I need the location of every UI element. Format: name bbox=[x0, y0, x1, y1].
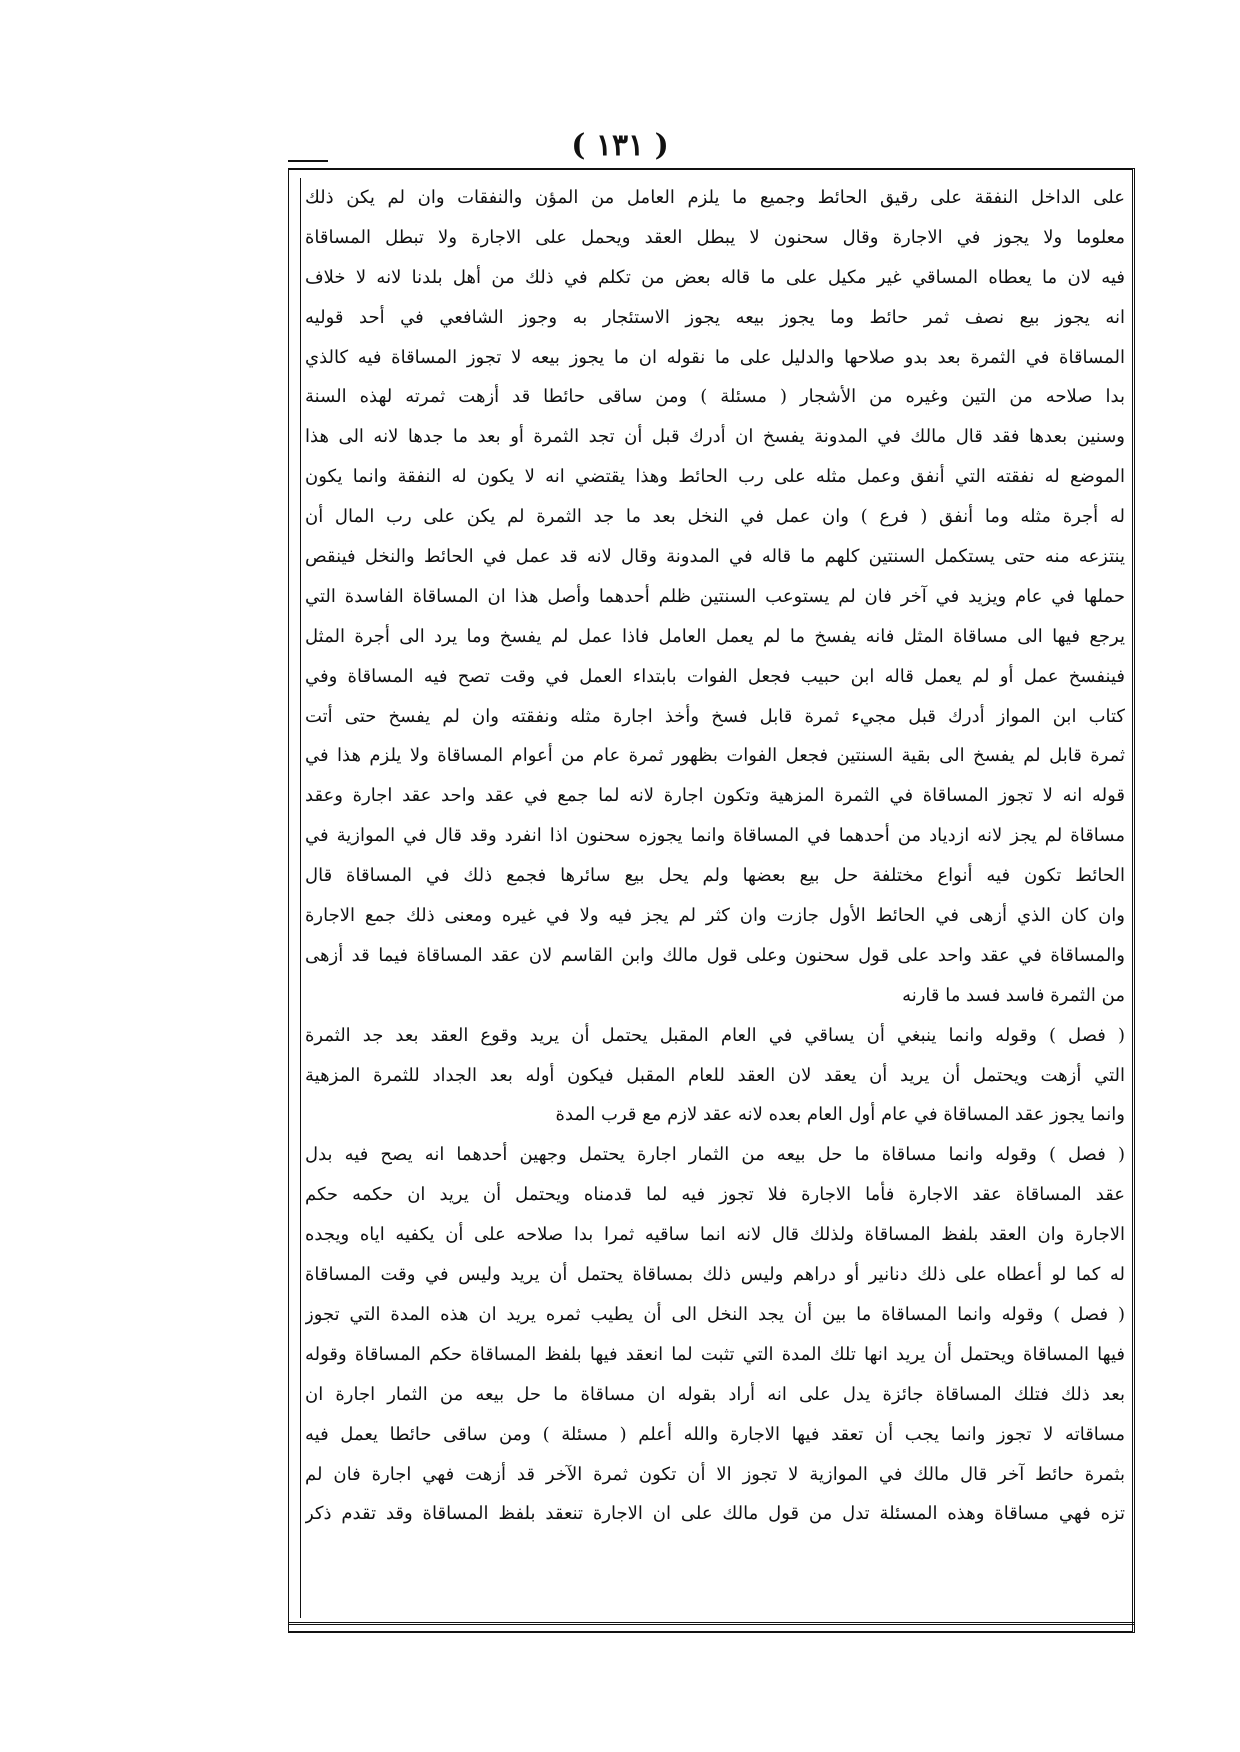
body-text bbox=[305, 178, 1125, 1534]
text-line: ( فصل ) وقوله وانما مساقاة ما حل بيعه من الثمار اجارة يحتمل وجهين أحدهما انه يصح فيه بدل bbox=[305, 1144, 1125, 1166]
text-line: له كما لو أعطاه على ذلك دنانير أو دراهم وليس ذلك بمساقاة يحتمل أن يريد وليس في وقت المساقاة bbox=[305, 1264, 1125, 1286]
text-line: فينفسخ عمل أو لم يعمل قاله ابن حبيب فجعل الفوات بابتداء العمل في وقت تصح فيه المساقاة وفي bbox=[305, 665, 1125, 687]
bottom-rule bbox=[288, 1622, 1135, 1625]
text-line: قوله انه لا تجوز المساقاة في الثمرة المزهية وتكون اجارة لانه لما جمع في عقد واحد عقد اجارة وعقد bbox=[305, 785, 1125, 807]
text-line: بدا صلاحه من التين وغيره من الأشجار ( مسئلة ) ومن ساقى حائطا قد أزهت ثمرته لهذه السنة bbox=[305, 386, 1125, 408]
text-line: ( فصل ) وقوله وانما المساقاة ما بين أن يجد النخل الى أن يطيب ثمره يريد ان هذه المدة التي تجوز bbox=[305, 1303, 1125, 1325]
text-line: ( فصل ) وقوله وانما ينبغي أن يساقي في العام المقبل يحتمل أن يريد وقوع العقد بعد جد الثمرة bbox=[305, 1024, 1125, 1046]
text-line: فيها المساقاة ويحتمل أن يريد انها تلك المدة التي تثبت لما انعقد فيها بلفظ المساقاة حكم المساقاة وقوله bbox=[305, 1343, 1125, 1365]
page-number: ( ١٣١ ) bbox=[571, 128, 669, 163]
text-line: وانما يجوز عقد المساقاة في عام أول العام بعده لانه عقد لازم مع قرب المدة bbox=[555, 1104, 1125, 1126]
text-line: كتاب ابن المواز أدرك قبل مجيء ثمرة قابل فسخ وأخذ اجارة مثله ونفقته وان لم يفسخ حتى أتت bbox=[305, 705, 1125, 727]
frame-inner-rule bbox=[300, 178, 301, 1618]
text-line: الموضع له نفقته التي أنفق وعمل مثله على رب الحائط وهذا يقتضي انه لا يكون له النفقة وانما يكون bbox=[305, 466, 1125, 488]
text-line: مساقاة لم يجز لانه ازدياد من أحدهما في المساقاة وانما يجوزه سحنون اذا انفرد وقد قال في الموازية في bbox=[305, 825, 1125, 847]
text-line: على الداخل النفقة على رقيق الحائط وجميع ما يلزم العامل من المؤن والنفقات وان لم يكن ذلك bbox=[305, 187, 1125, 208]
text-line: بعد ذلك فتلك المساقاة جائزة يدل على انه أراد بقوله ان مساقاة ما حل بيعه من الثمار اجارة ان bbox=[305, 1383, 1125, 1405]
text-line: من الثمرة فاسد فسد ما قارنه bbox=[902, 984, 1125, 1006]
text-line: الحائط تكون فيه أنواع مختلفة حل بيع بعضها ولم يحل بيع سائرها فجمع ذلك في المساقاة قال bbox=[305, 865, 1125, 887]
text-line: مساقاته لا تجوز وانما يجب أن تعقد فيها الاجارة والله أعلم ( مسئلة ) ومن ساقى حائطا يعمل فيه bbox=[305, 1423, 1125, 1445]
text-line: الاجارة وان العقد بلفظ المساقاة ولذلك قال لانه انما ساقيه ثمرا بدا صلاحه على أن يكفيه اياه ويجده bbox=[305, 1224, 1125, 1246]
frame-corner-mark bbox=[288, 160, 328, 165]
text-line: بثمرة حائط آخر قال مالك في الموازية لا تجوز الا أن تكون ثمرة الآخر قد أزهت فهي اجارة فان لم bbox=[305, 1463, 1125, 1485]
text-line: تزه فهي مساقاة وهذه المسئلة تدل من قول مالك على ان الاجارة تنعقد بلفظ المساقاة وقد تقدم ذكر bbox=[305, 1503, 1125, 1525]
text-line: المساقاة في الثمرة بعد بدو صلاحها والدليل على ما نقوله ان ما يجوز بيعه لا تجوز المساقاة فيه كالذي bbox=[305, 346, 1125, 368]
text-line: وسنين بعدها فقد قال مالك في المدونة يفسخ ان أدرك قبل أن تجد الثمرة أو بعد ما جدها لانه الى هذا bbox=[305, 426, 1125, 448]
text-line: معلوما ولا يجوز في الاجارة وقال سحنون لا يبطل العقد ويحمل على الاجارة ولا تبطل المساقاة bbox=[305, 226, 1125, 248]
text-line: حملها في عام ويزيد في آخر فان لم يستوعب السنتين ظلم أحدهما وأصل هذا ان المساقاة الفاسدة التي bbox=[305, 585, 1125, 607]
text-line: والمساقاة في عقد واحد على قول سحنون وعلى قول مالك وابن القاسم لان عقد المساقاة فيما قد أزهى bbox=[305, 944, 1125, 966]
text-line: وان كان الذي أزهى في الحائط الأول جازت وان كثر لم يجز فيه ولا في غيره ومعنى ذلك جمع الاجارة bbox=[305, 905, 1125, 927]
text-line: فيه لان ما يعطاه المساقي غير مكيل على ما قاله بعض من تكلم في ذلك من أهل بلدنا لانه لا خلاف bbox=[305, 266, 1125, 288]
text-line: يرجع فيها الى مساقاة المثل فانه يفسخ ما لم يعمل العامل فاذا عمل لم يفسخ وما يرد الى أجرة المثل bbox=[305, 625, 1125, 647]
text-line: التي أزهت ويحتمل أن يريد أن يعقد لان العقد للعام المقبل فيكون أوله بعد الجداد للثمرة المزهية bbox=[305, 1064, 1125, 1086]
text-line: ينتزعه منه حتى يستكمل السنتين كلهم ما قاله في المدونة وقال لانه قد عمل في الحائط والنخل فينقص bbox=[305, 546, 1125, 568]
text-line: له أجرة مثله وما أنفق ( فرع ) وان عمل في النخل بعد ما جد الثمرة لم يكن على رب المال أن bbox=[305, 506, 1125, 528]
text-line: عقد المساقاة عقد الاجارة فأما الاجارة فلا تجوز فيه لما قدمناه ويحتمل أن يريد ان حكمه حكم bbox=[305, 1184, 1125, 1206]
text-line: انه يجوز بيع نصف ثمر حائط وما يجوز بيعه يجوز الاستئجار به وجوز الشافعي في أحد قوليه bbox=[305, 306, 1125, 328]
text-line: ثمرة قابل لم يفسخ الى بقية السنتين فجعل الفوات بظهور ثمرة عام من أعوام المساقاة ولا يلزم هذا في bbox=[305, 745, 1125, 767]
